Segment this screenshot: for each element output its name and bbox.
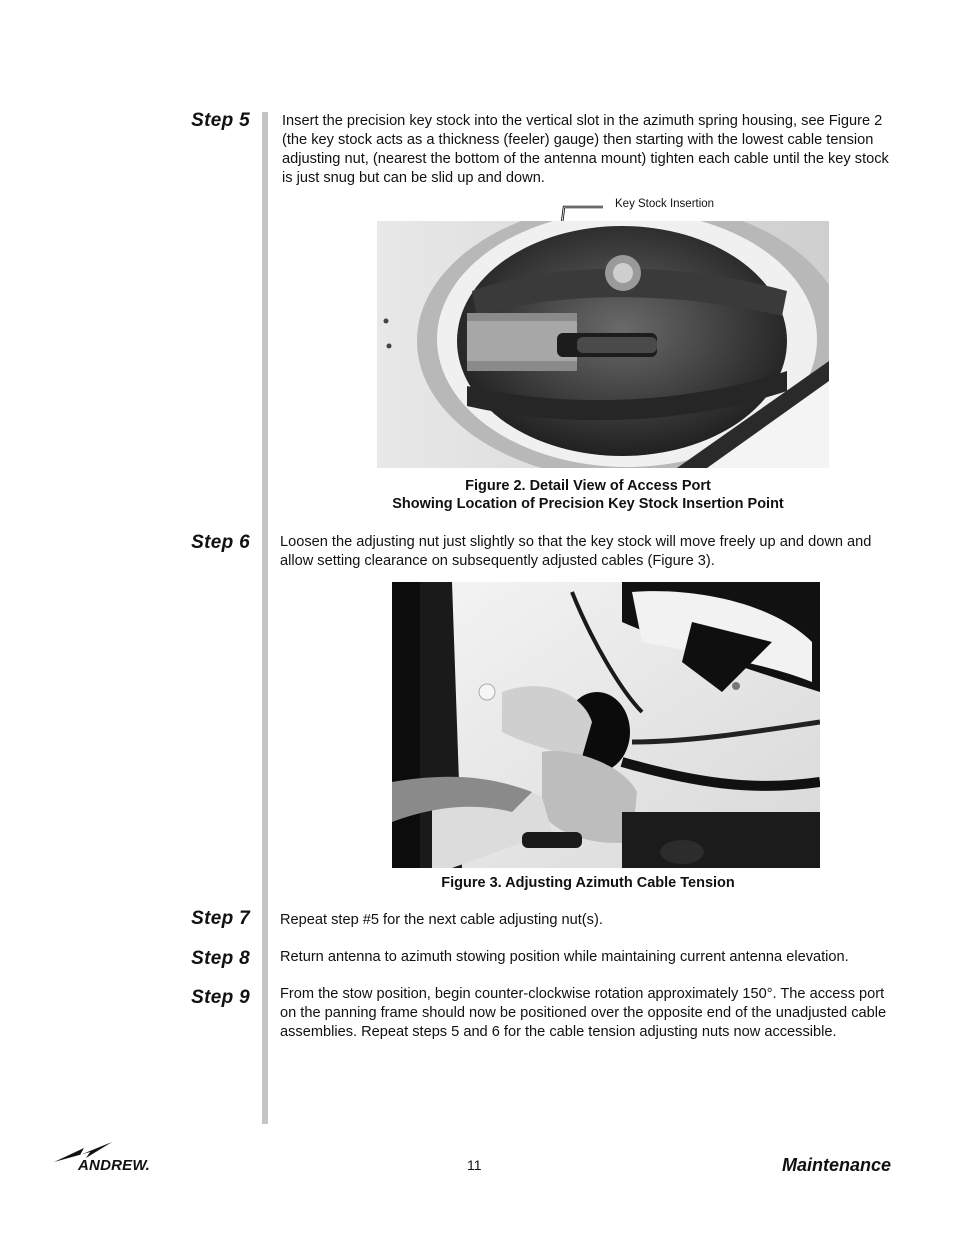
step-9-label: Step 9: [191, 987, 250, 1008]
step-5-text: Insert the precision key stock into the vertical slot in the azimuth spring housing, see Figure 2 (the key stock acts as a thickness (feeler) gauge) then starting with the lowest cable tension adjusting nut, (nearest the bottom of the antenna mount) tighten each cable until the key stock is just snug but can be slid up and down.: [282, 113, 889, 186]
figure-3-photo: [392, 582, 820, 868]
step-6-label: Step 6: [191, 532, 250, 553]
step-8-text: Return antenna to azimuth stowing position while maintaining current antenna elevation.: [280, 949, 849, 965]
step-9-text: From the stow position, begin counter-clockwise rotation approximately 150°. The access port on the panning frame should now be positioned over the opposite end of the unadjusted cable assemblies. Repeat steps 5 and 6 for the cable tension adjusting nuts now accessible.: [280, 986, 887, 1040]
andrew-logo: ANDREW.: [78, 1157, 150, 1174]
step-8-label: Step 8: [191, 948, 250, 969]
margin-rule: [262, 112, 268, 1124]
step-7-text: Repeat step #5 for the next cable adjusting nut(s).: [280, 912, 603, 928]
step-7-label: Step 7: [191, 908, 250, 929]
section-title: Maintenance: [781, 1155, 891, 1175]
page-number: 11: [467, 1157, 482, 1173]
step-6-text: Loosen the adjusting nut just slightly so that the key stock will move freely up and down and allow setting clearance on subsequently adjusted cables (Figure 3).: [280, 534, 872, 569]
figure-2-caption-line-1: Figure 2. Detail View of Access Port: [465, 478, 711, 494]
figure-3-caption: Figure 3. Adjusting Azimuth Cable Tension: [441, 875, 735, 891]
step-5-label: Step 5: [191, 110, 250, 131]
figure-2-callout-label: Key Stock Insertion: [615, 198, 715, 210]
figure-2-caption-line-2: Showing Location of Precision Key Stock Insertion Point: [392, 496, 784, 512]
figure-2-photo: [377, 221, 829, 468]
